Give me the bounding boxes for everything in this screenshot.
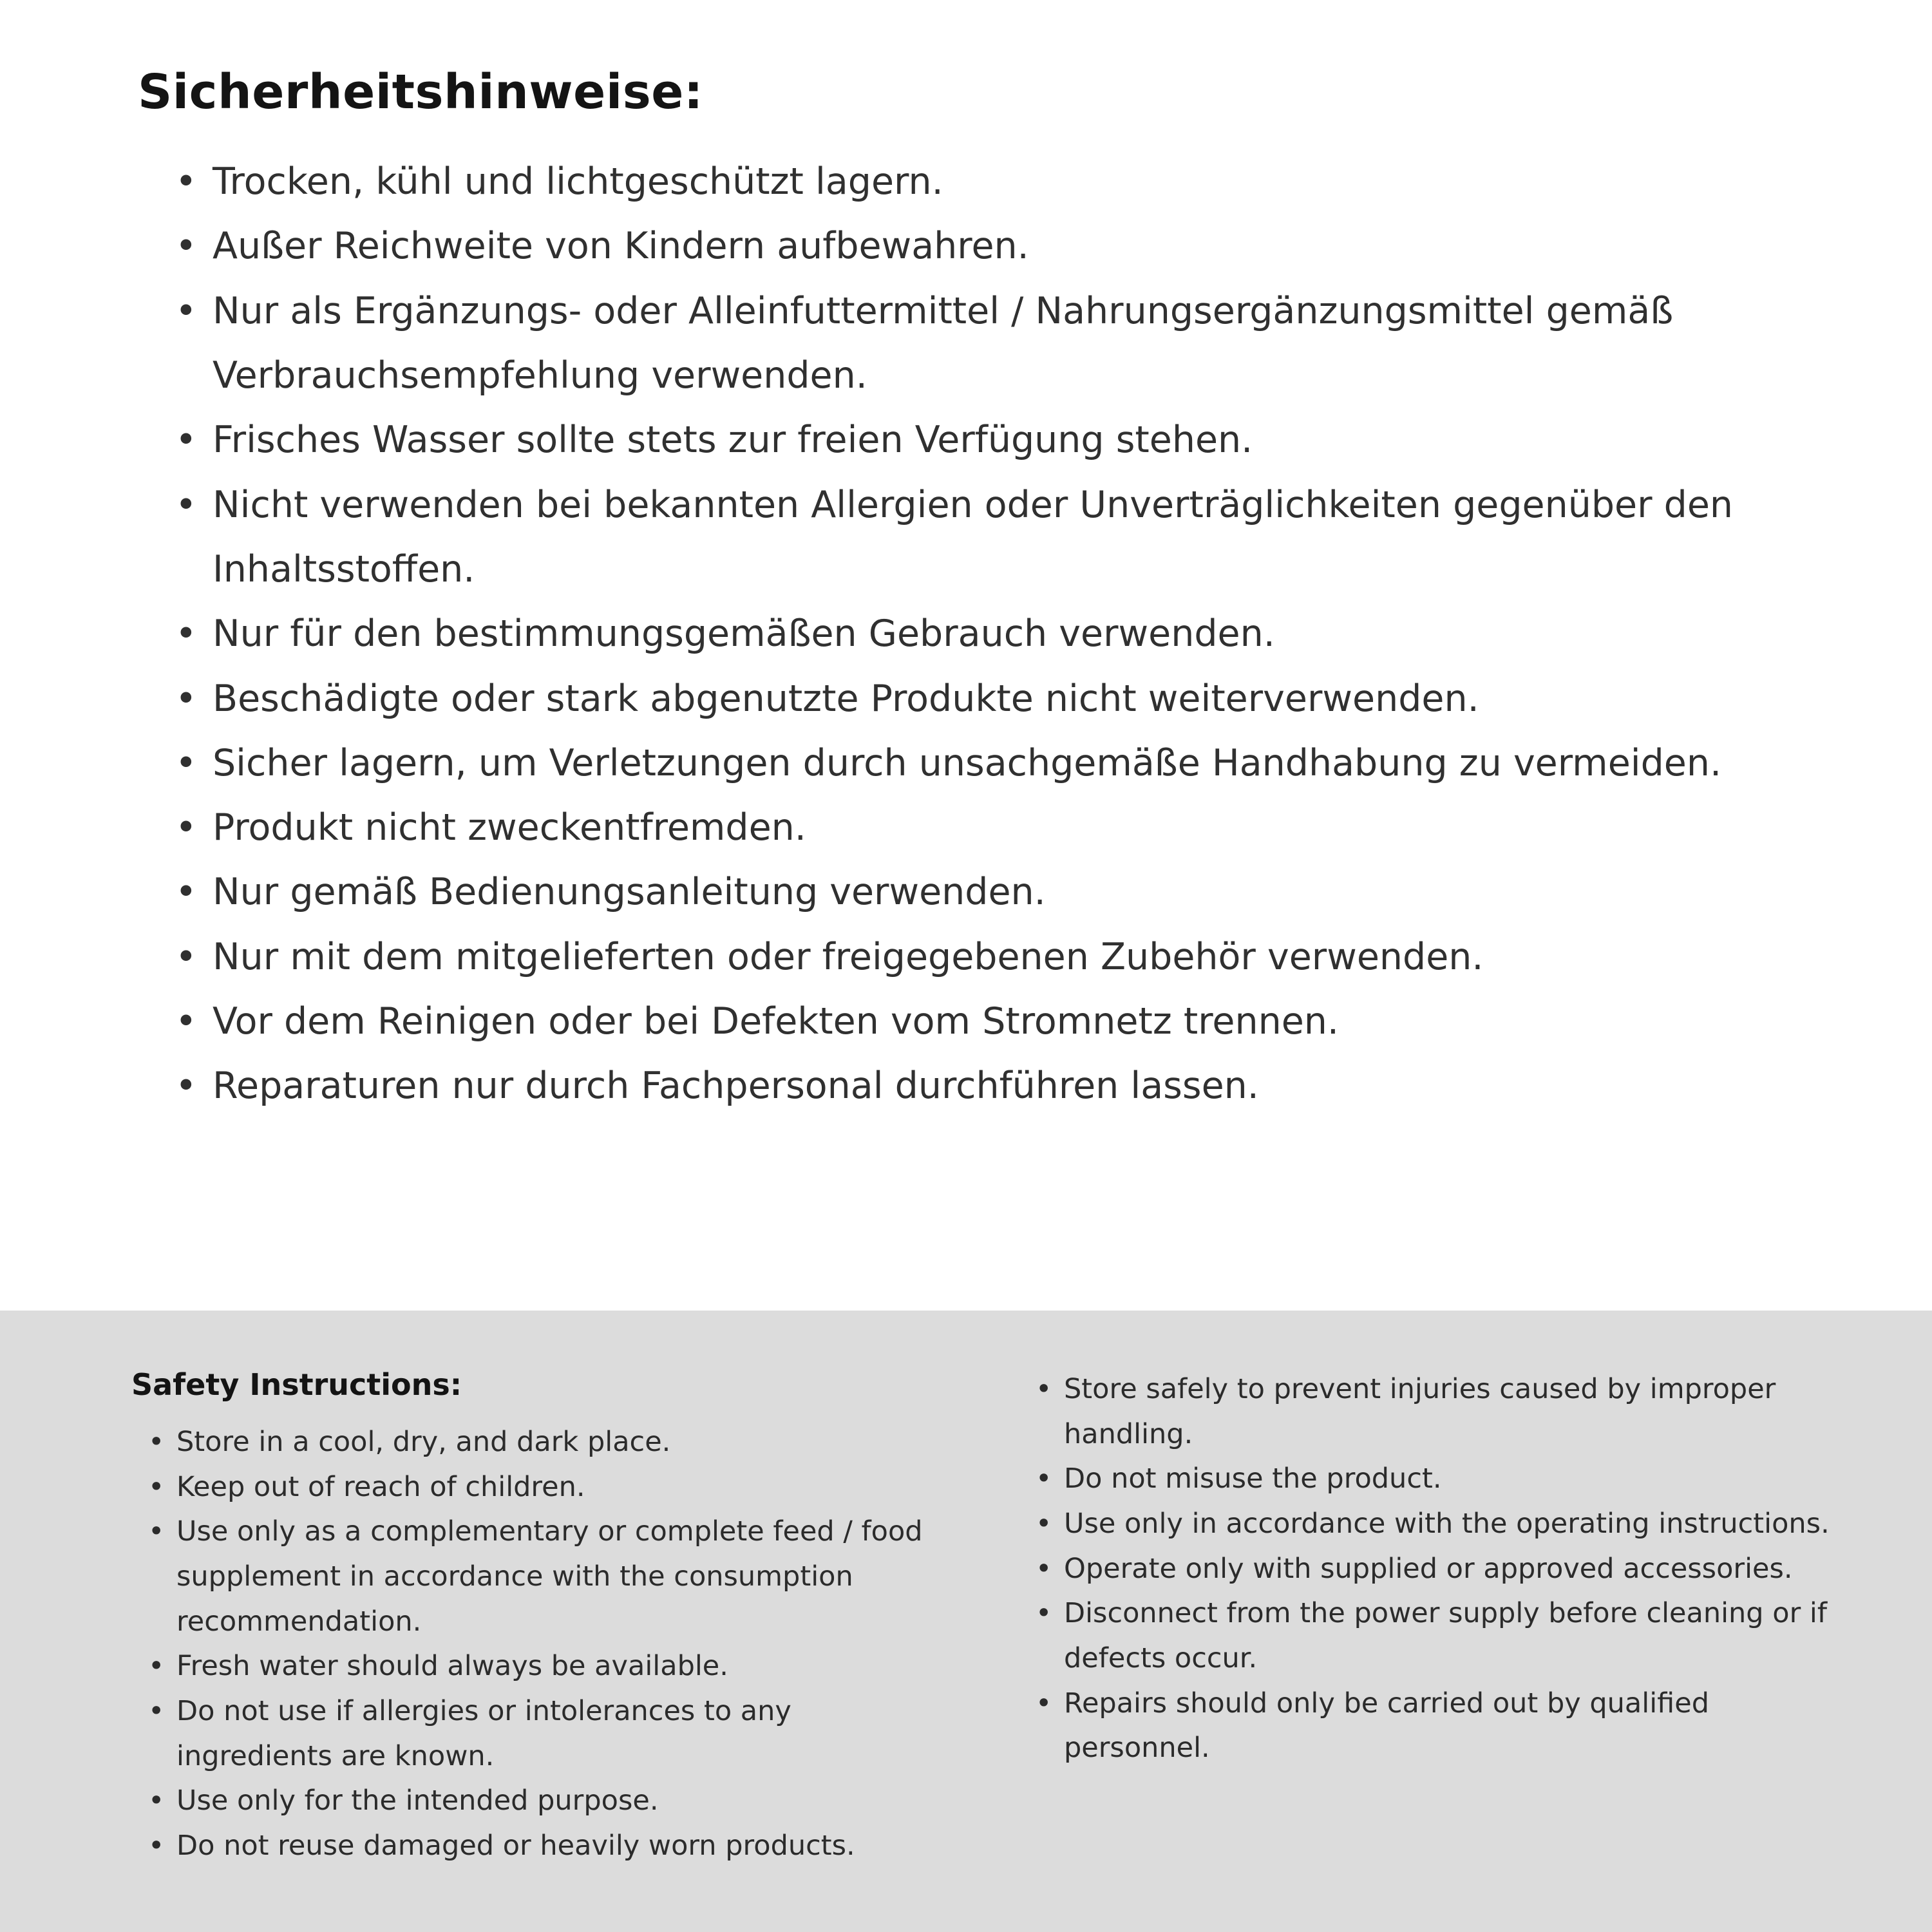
english-safety-item-text: Use only in accordance with the operating instructions. (1064, 1507, 1830, 1540)
german-safety-item-text: Nur mit dem mitgelieferten oder freigegebenen Zubehör verwenden. (213, 935, 1484, 978)
bullet-icon: • (1036, 1373, 1052, 1405)
english-safety-item (148, 1824, 948, 1869)
bullet-icon: • (148, 1650, 165, 1683)
english-safety-item-text: Do not use if allergies or intolerances to any ingredients are known. (176, 1694, 791, 1772)
english-safety-item (1036, 1457, 1835, 1502)
bullet-icon: • (175, 935, 197, 978)
german-safety-item-text: Nicht verwenden bei bekannten Allergien oder Unverträglichkeiten gegenüber den Inhaltsstoffen. (213, 483, 1734, 591)
bullet-icon: • (175, 677, 197, 720)
bullet-icon: • (175, 871, 197, 914)
german-safety-item-text: Vor dem Reinigen oder bei Defekten vom Stromnetz trennen. (213, 1000, 1340, 1043)
english-safety-item (148, 1510, 948, 1644)
german-safety-item (175, 279, 1810, 408)
german-safety-item (175, 473, 1810, 602)
english-safety-item (148, 1644, 948, 1689)
german-safety-item-text: Beschädigte oder stark abgenutzte Produkte nicht weiterverwenden. (213, 677, 1479, 720)
english-safety-item-text: Fresh water should always be available. (176, 1650, 728, 1683)
english-left-bullet-list (131, 1420, 948, 1869)
bullet-icon: • (175, 483, 197, 526)
english-safety-item (1036, 1367, 1835, 1457)
german-safety-item-text: Nur für den bestimmungsgemäßen Gebrauch verwenden. (213, 612, 1275, 656)
german-safety-item-text: Sicher lagern, um Verletzungen durch unsachgemäße Handhabung zu vermeiden. (213, 741, 1722, 784)
english-right-column (1019, 1367, 1835, 1932)
english-safety-item-text: Use only as a complementary or complete feed / food supplement in accordance with the consumption recommendation. (176, 1515, 923, 1638)
bullet-icon: • (1036, 1552, 1052, 1585)
bullet-icon: • (175, 160, 197, 203)
bullet-icon: • (175, 612, 197, 656)
german-safety-item-text: Nur als Ergänzungs- oder Alleinfuttermittel / Nahrungsergänzungsmittel gemäß Verbrauchsempfehlung verwenden. (213, 289, 1674, 397)
german-safety-item-text: Außer Reichweite von Kindern aufbewahren. (213, 225, 1029, 268)
english-left-column (131, 1367, 948, 1932)
german-safety-item (175, 601, 1810, 666)
german-safety-item (175, 795, 1810, 860)
bullet-icon: • (175, 806, 197, 849)
german-safety-item-text: Trocken, kühl und lichtgeschützt lagern. (213, 160, 943, 203)
english-safety-item (148, 1689, 948, 1779)
german-safety-item (175, 149, 1810, 214)
bullet-icon: • (148, 1785, 165, 1817)
bullet-icon: • (175, 225, 197, 268)
bullet-icon: • (175, 419, 197, 462)
english-safety-item-text: Repairs should only be carried out by qualified personnel. (1064, 1687, 1709, 1765)
bullet-icon: • (148, 1470, 165, 1503)
english-safety-item (1036, 1547, 1835, 1592)
english-safety-item (148, 1465, 948, 1510)
bullet-icon: • (1036, 1687, 1052, 1719)
english-section (0, 1311, 1932, 1932)
english-safety-item-text: Do not misuse the product. (1064, 1463, 1442, 1495)
english-safety-item (1036, 1681, 1835, 1771)
bullet-icon: • (175, 1000, 197, 1043)
english-safety-item-text: Do not reuse damaged or heavily worn products. (176, 1829, 855, 1862)
german-heading: Sicherheitshinweise: (138, 64, 704, 120)
bullet-icon: • (175, 741, 197, 784)
bullet-icon: • (1036, 1463, 1052, 1495)
german-safety-item (175, 667, 1810, 731)
german-safety-item (175, 1054, 1810, 1118)
english-safety-item (1036, 1591, 1835, 1681)
english-right-bullet-list (1019, 1367, 1835, 1771)
bullet-icon: • (175, 1065, 197, 1108)
bullet-icon: • (148, 1426, 165, 1458)
english-safety-item (148, 1420, 948, 1465)
german-safety-item (175, 214, 1810, 278)
english-safety-item-text: Disconnect from the power supply before cleaning or if defects occur. (1064, 1597, 1827, 1674)
english-safety-item (148, 1779, 948, 1824)
german-safety-item (175, 408, 1810, 472)
english-heading: Safety Instructions: (131, 1367, 462, 1402)
german-safety-item-text: Reparaturen nur durch Fachpersonal durchführen lassen. (213, 1065, 1259, 1108)
bullet-icon: • (148, 1515, 165, 1548)
english-safety-item-text: Operate only with supplied or approved accessories. (1064, 1552, 1793, 1585)
german-safety-item-text: Frisches Wasser sollte stets zur freien Verfügung stehen. (213, 419, 1253, 462)
german-safety-item (175, 989, 1810, 1054)
german-safety-item (175, 731, 1810, 795)
english-safety-item-text: Keep out of reach of children. (176, 1470, 585, 1503)
german-safety-item (175, 925, 1810, 989)
english-safety-item-text: Store in a cool, dry, and dark place. (176, 1426, 671, 1458)
bullet-icon: • (175, 289, 197, 332)
bullet-icon: • (1036, 1597, 1052, 1630)
german-bullet-list (138, 149, 1810, 1119)
german-safety-item (175, 860, 1810, 924)
english-safety-item-text: Use only for the intended purpose. (176, 1785, 659, 1817)
bullet-icon: • (148, 1829, 165, 1862)
german-safety-item-text: Nur gemäß Bedienungsanleitung verwenden. (213, 871, 1046, 914)
german-safety-item-text: Produkt nicht zweckentfremden. (213, 806, 806, 849)
english-safety-item (1036, 1502, 1835, 1547)
bullet-icon: • (148, 1694, 165, 1727)
english-safety-item-text: Store safely to prevent injuries caused by improper handling. (1064, 1373, 1776, 1450)
bullet-icon: • (1036, 1507, 1052, 1540)
